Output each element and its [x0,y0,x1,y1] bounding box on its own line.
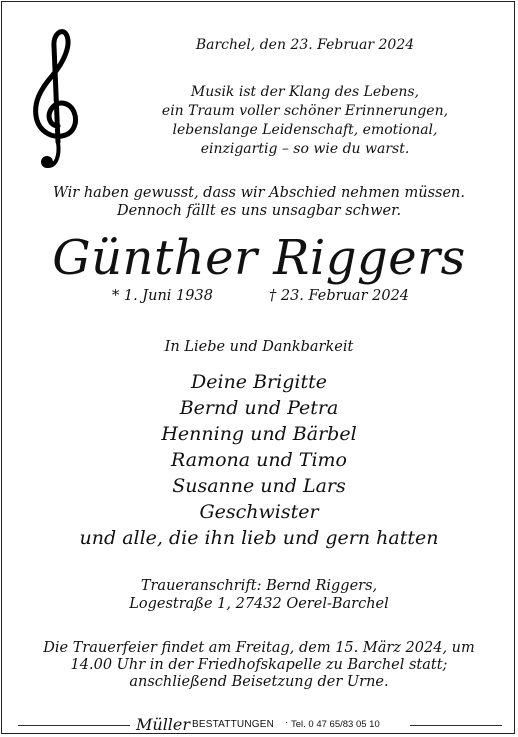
treble-clef-icon [30,26,82,174]
footer-rule-right [410,725,502,726]
mourning-address [0,577,518,613]
funeral-line: Die Trauerfeier findet am Freitag, dem 15. März 2024, um [43,640,475,656]
undertaker-phone: Tel. 0 47 65/83 05 10 [291,719,380,730]
mourner: Susanne und Lars [172,475,346,497]
funeral-notice [0,640,518,691]
date-line: Barchel, den 23. Februar 2024 [195,37,415,53]
footer-rule-left [18,725,130,726]
mourner: und alle, die ihn lieb und gern hatten [79,527,439,549]
address-line: Logestraße 1, 27432 Oerel-Barchel [129,596,389,612]
mourner: Geschwister [199,501,319,523]
poem [120,83,490,159]
address-line: Traueranschrift: Bernd Riggers, [140,578,378,594]
funeral-line: anschließend Beisetzung der Urne. [129,674,389,690]
deceased-name: Günther Riggers [52,230,466,286]
thanks-line: In Liebe und Dankbarkeit [164,339,354,355]
mourner: Bernd und Petra [179,397,339,419]
mourner: Henning und Bärbel [161,423,357,445]
intro-text [0,184,518,220]
poem-line: ein Traum voller schöner Erinnerungen, [161,103,449,119]
intro-line: Wir haben gewusst, dass wir Abschied nehmen müssen. [53,185,465,201]
mourner: Ramona und Timo [170,449,347,471]
funeral-line: 14.00 Uhr in der Friedhofskapelle zu Barchel statt; [70,657,448,673]
footer-separator: · [285,717,289,728]
poem-line: lebenslange Leidenschaft, emotional, [172,122,438,138]
mourners-list [0,369,518,551]
mourner: Deine Brigitte [191,371,327,393]
birth-date: * 1. Juni 1938 [112,288,213,304]
undertaker-footer [0,717,518,733]
undertaker-logo: Müller [136,715,191,734]
death-date: † 23. Februar 2024 [269,288,410,304]
intro-line: Dennoch fällt es uns unsagbar schwer. [116,203,402,219]
undertaker-name: BESTATTUNGEN [192,719,275,730]
poem-line: Musik ist der Klang des Lebens, [190,84,420,100]
poem-line: einzigartig – so wie du warst. [200,141,410,157]
